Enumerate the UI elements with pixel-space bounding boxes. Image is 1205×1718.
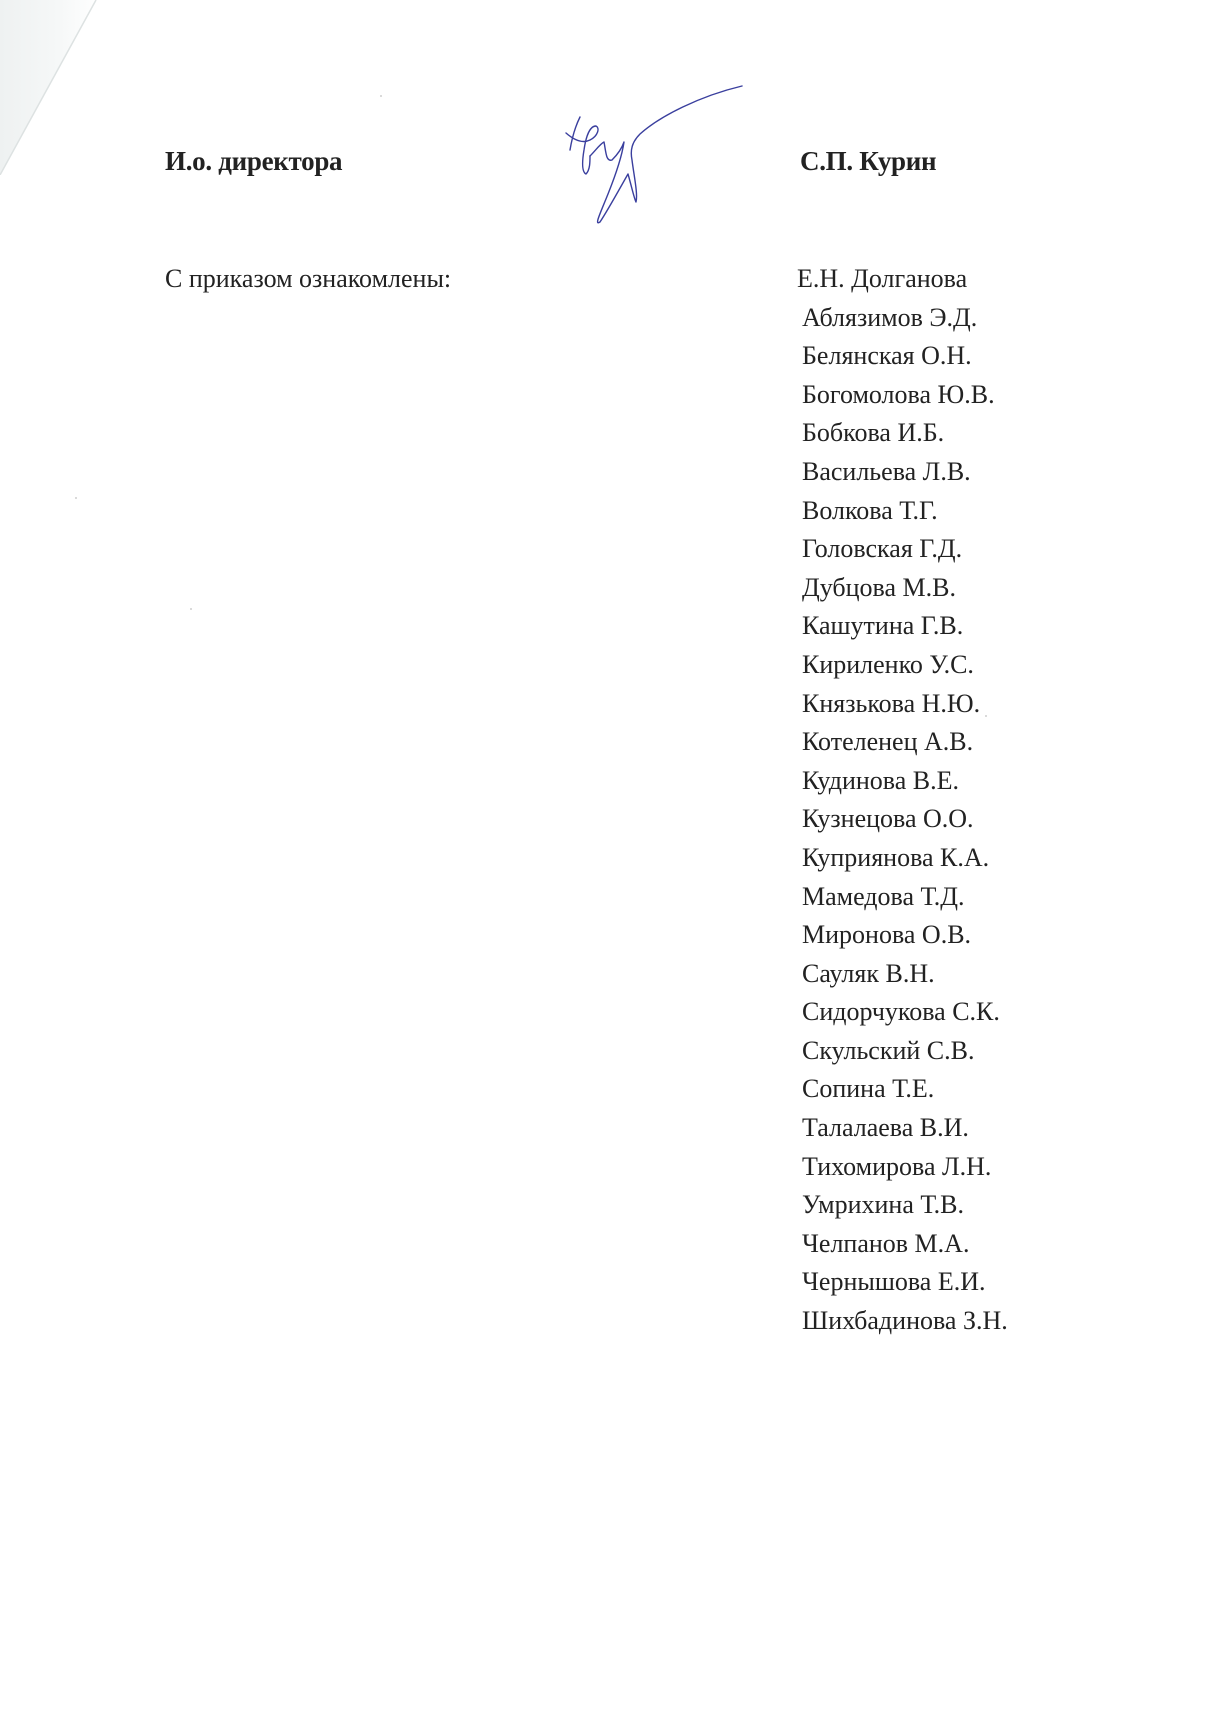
acknowledged-name: Богомолова Ю.В. xyxy=(802,379,995,409)
acknowledged-name: Сопина Т.Е. xyxy=(802,1074,935,1104)
acknowledged-name: Тихомирова Л.Н. xyxy=(802,1151,992,1181)
scan-speck xyxy=(985,715,987,717)
acknowledgement-label: С приказом ознакомлены: xyxy=(165,264,452,293)
signature-stroke xyxy=(590,86,742,223)
acknowledged-name: Аблязимов Э.Д. xyxy=(802,302,978,332)
scan-speck xyxy=(190,608,192,610)
acknowledged-name: Е.Н. Долганова xyxy=(797,264,968,293)
acknowledged-name: Кириленко У.С. xyxy=(802,649,974,679)
acknowledged-name: Миронова О.В. xyxy=(802,920,972,950)
acknowledged-name: Мамедова Т.Д. xyxy=(802,881,965,911)
handwritten-signature xyxy=(560,70,760,240)
acknowledged-name: Котеленец А.В. xyxy=(802,727,974,757)
acknowledged-name: Скульский С.В. xyxy=(802,1035,975,1065)
acknowledged-name: Сауляк В.Н. xyxy=(802,958,935,988)
acknowledged-name: Дубцова М.В. xyxy=(802,572,956,602)
acknowledged-name: Талалаева В.И. xyxy=(802,1113,969,1143)
signature-stroke xyxy=(566,117,598,174)
acknowledged-name: Кудинова В.Е. xyxy=(802,765,960,795)
acknowledged-name: Челпанов М.А. xyxy=(802,1228,970,1258)
acknowledged-name: Кашутина Г.В. xyxy=(802,611,964,641)
page-corner-fold xyxy=(0,0,100,175)
acknowledged-name: Чернышова Е.И. xyxy=(802,1267,986,1297)
acknowledged-names-list xyxy=(797,264,1008,1345)
acknowledged-name: Сидорчукова С.К. xyxy=(802,997,1000,1027)
acknowledged-name: Белянская О.Н. xyxy=(802,341,972,371)
acknowledged-name: Кузнецова О.О. xyxy=(802,804,974,834)
acknowledged-name: Волкова Т.Г. xyxy=(802,495,938,525)
acknowledged-name: Князькова Н.Ю. xyxy=(802,688,981,718)
signatory-name: С.П. Курин xyxy=(800,146,937,176)
acknowledged-name: Бобкова И.Б. xyxy=(802,418,945,448)
acknowledged-name: Умрихина Т.В. xyxy=(802,1190,964,1220)
acknowledged-name: Шихбадинова З.Н. xyxy=(802,1306,1008,1336)
signatory-role: И.о. директора xyxy=(165,146,343,176)
scan-speck xyxy=(380,95,382,97)
scan-speck xyxy=(75,497,77,499)
acknowledged-name: Куприянова К.А. xyxy=(802,842,990,872)
acknowledged-name: Головская Г.Д. xyxy=(802,534,963,564)
acknowledged-name: Васильева Л.В. xyxy=(802,456,971,486)
